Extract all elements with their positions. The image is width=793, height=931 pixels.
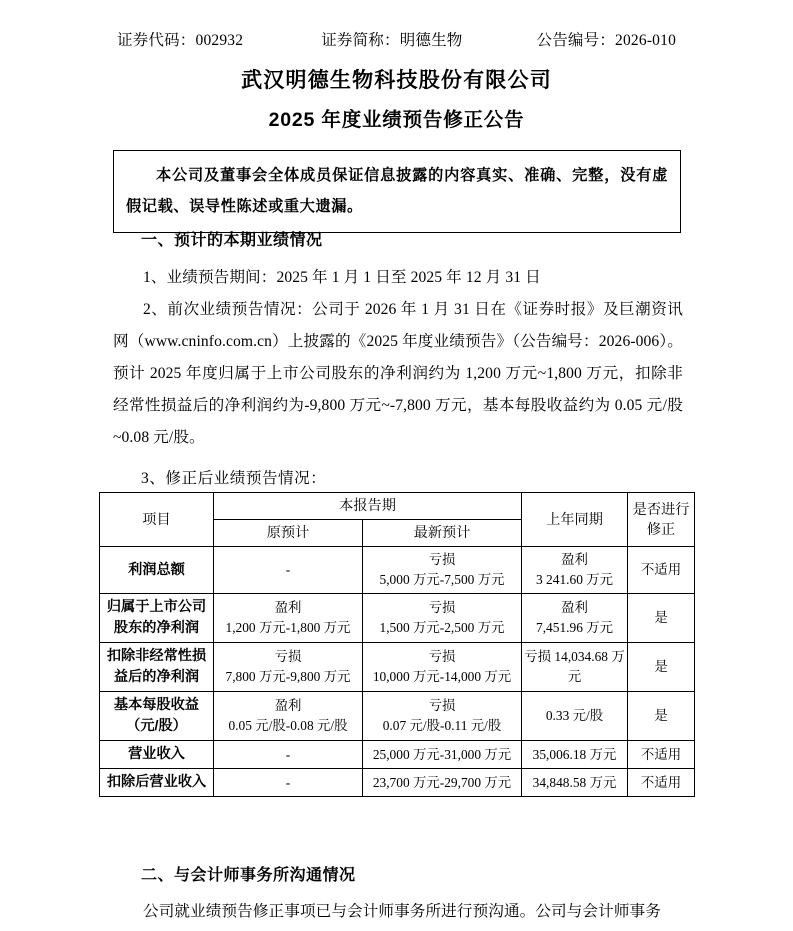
row-item-label: 营业收入 (100, 741, 214, 769)
security-abbreviation: 证券简称：明德生物 (321, 32, 463, 49)
row-prior-year: 35,006.18 万元 (522, 741, 628, 769)
row-item-label: 归属于上市公司 股东的净利润 (100, 594, 214, 643)
row-revised-flag: 不适用 (628, 741, 695, 769)
row-original-estimate: 盈利 1,200 万元-1,800 万元 (214, 594, 363, 643)
row-revised-flag: 是 (628, 643, 695, 692)
row-item-label: 扣除非经常性损 益后的净利润 (100, 643, 214, 692)
table-row (100, 643, 695, 692)
table-row (100, 692, 695, 741)
row-item-label: 基本每股收益 （元/股） (100, 692, 214, 741)
row-latest-estimate: 25,000 万元-31,000 万元 (363, 741, 522, 769)
row-latest-estimate: 23,700 万元-29,700 万元 (363, 769, 522, 797)
row-revised-flag: 不适用 (628, 769, 695, 797)
row-prior-year: 34,848.58 万元 (522, 769, 628, 797)
page-title: 武汉明德生物科技股份有限公司 (241, 69, 552, 92)
header-prior-year: 上年同期 (522, 493, 628, 547)
row-revised-flag: 不适用 (628, 547, 695, 594)
section-two-heading: 二、与会计师事务所沟通情况 (141, 867, 356, 884)
header-latest-estimate: 最新预计 (363, 520, 522, 547)
row-item-label: 扣除后营业收入 (100, 769, 214, 797)
header-original-estimate: 原预计 (214, 520, 363, 547)
header-item: 项目 (100, 493, 214, 547)
row-original-estimate: - (214, 547, 363, 594)
security-code: 证券代码：002932 (117, 32, 244, 49)
row-latest-estimate: 亏损 1,500 万元-2,500 万元 (363, 594, 522, 643)
section-two-paragraph: 公司就业绩预告修正事项已与会计师事务所进行预沟通。公司与会计师事务 (143, 903, 661, 920)
row-prior-year: 亏损 14,034.68 万元 (522, 643, 628, 692)
row-prior-year: 盈利 3 241.60 万元 (522, 547, 628, 594)
row-prior-year: 盈利 7,451.96 万元 (522, 594, 628, 643)
forecast-period-paragraph: 1、业绩预告期间：2025 年 1 月 1 日至 2025 年 12 月 31 日 (143, 269, 541, 286)
revised-forecast-label: 3、修正后业绩预告情况： (141, 470, 327, 487)
row-original-estimate: 盈利 0.05 元/股-0.08 元/股 (214, 692, 363, 741)
row-latest-estimate: 亏损 10,000 万元-14,000 万元 (363, 643, 522, 692)
revised-forecast-table (99, 492, 695, 797)
row-latest-estimate: 亏损 5,000 万元-7,500 万元 (363, 547, 522, 594)
previous-forecast-paragraph: 2、前次业绩预告情况：公司于 2026 年 1 月 31 日在《证券时报》及巨潮资讯网（www.cninfo.com.cn）上披露的《2025 年度业绩预告》（公告编号：2026-006）。预计 2025 年度归属于上市公司股东的净利润约为 1,200 万元~1,800 万元，扣除非经常性损益后的净利润约为-9,800 万元~-7,800 万元，基本每股收益约为 0.05 元/股~0.08 元/股。 (113, 301, 683, 446)
header-revised: 是否进行修正 (628, 493, 695, 547)
row-latest-estimate: 亏损 0.07 元/股-0.11 元/股 (363, 692, 522, 741)
disclosure-statement-box: 本公司及董事会全体成员保证信息披露的内容真实、准确、完整，没有虚假记载、误导性陈述或重大遗漏。 (113, 150, 681, 233)
revised-forecast-table-wrapper (99, 492, 694, 797)
row-item-label: 利润总额 (100, 547, 214, 594)
row-revised-flag: 是 (628, 594, 695, 643)
row-revised-flag: 是 (628, 692, 695, 741)
table-row (100, 769, 695, 797)
table-header-row-1 (100, 493, 695, 520)
table-body (100, 547, 695, 797)
table-row (100, 741, 695, 769)
row-prior-year: 0.33 元/股 (522, 692, 628, 741)
table-row (100, 547, 695, 594)
table-header (100, 493, 695, 547)
page-subtitle: 2025 年度业绩预告修正公告 (268, 109, 525, 131)
announcement-number: 公告编号：2026-010 (536, 32, 677, 49)
row-original-estimate: 亏损 7,800 万元-9,800 万元 (214, 643, 363, 692)
document-meta-line (113, 28, 681, 50)
section-one-heading: 一、预计的本期业绩情况 (141, 232, 323, 249)
row-original-estimate: - (214, 741, 363, 769)
row-original-estimate: - (214, 769, 363, 797)
header-current-period: 本报告期 (214, 493, 522, 520)
table-row (100, 594, 695, 643)
